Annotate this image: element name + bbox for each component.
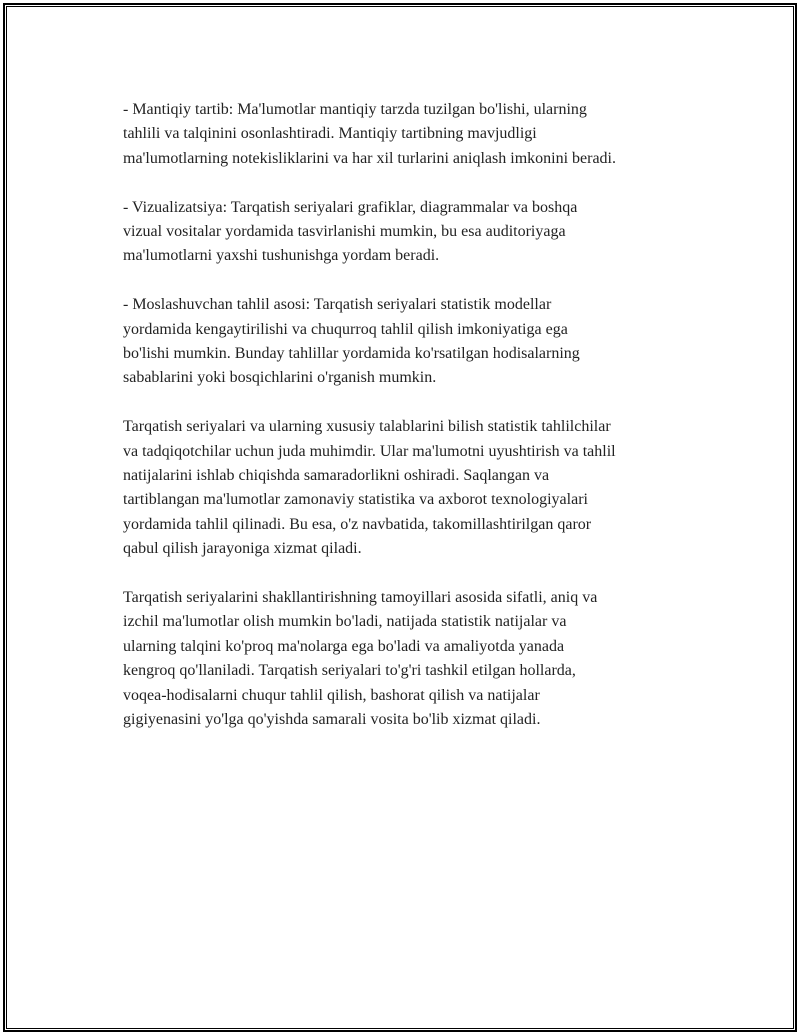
document-body xyxy=(123,98,703,757)
paragraph-moslashuvchan-tahlil: - Moslashuvchan tahlil asosi: Tarqatish seriyalari statistik modellar yordamida kengaytirilishi va chuqurroq tahlil qilish imkoniyatiga ega bo'lishi mumkin. Bunday tahlillar yordamida ko'rsatilgan hodisalarning sabablarini yoki bosqichlarini o'rganish mumkin. xyxy=(123,296,580,387)
page-frame xyxy=(3,3,797,1032)
paragraph-xususiy-talablar: Tarqatish seriyalari va ularning xususiy talablarini bilish statistik tahlilchilar va tadqiqotchilar uchun juda muhimdir. Ular ma'lumotni uyushtirish va tahlil natijalarini ishlab chiqishda samaradorlikni oshiradi. Saqlangan va tartiblangan ma'lumotlar zamonaviy statistika va axborot texnologiyalari yordamida tahlil qilinadi. Bu esa, o'z navbatida, takomillashtirilgan qaror qabul qilish jarayoniga xizmat qiladi. xyxy=(123,418,616,558)
paragraph-tamoyillar: Tarqatish seriyalarini shakllantirishning tamoyillari asosida sifatli, aniq va izchil ma'lumotlar olish mumkin bo'ladi, natijada statistik natijalar va ularning talqini ko'proq ma'nolarga ega bo'ladi va amaliyotda yanada kengroq qo'llaniladi. Tarqatish seriyalari to'g'ri tashkil etilgan hollarda, voqea-hodisalarni chuqur tahlil qilish, bashorat qilish va natijalar gigiyenasini yo'lga qo'yishda samarali vosita bo'lib xizmat qiladi. xyxy=(123,589,598,729)
paragraph-mantiqiy-tartib: - Mantiqiy tartib: Ma'lumotlar mantiqiy tarzda tuzilgan bo'lishi, ularning tahlili va talqinini osonlashtiradi. Mantiqiy tartibning mavjudligi ma'lumotlarning notekisliklarini va har xil turlarini aniqlash imkonini beradi. xyxy=(123,101,616,167)
paragraph-vizualizatsiya: - Vizualizatsiya: Tarqatish seriyalari grafiklar, diagrammalar va boshqa vizual vositalar yordamida tasvirlanishi mumkin, bu esa auditoriyaga ma'lumotlarni yaxshi tushunishga yordam beradi. xyxy=(123,198,578,265)
